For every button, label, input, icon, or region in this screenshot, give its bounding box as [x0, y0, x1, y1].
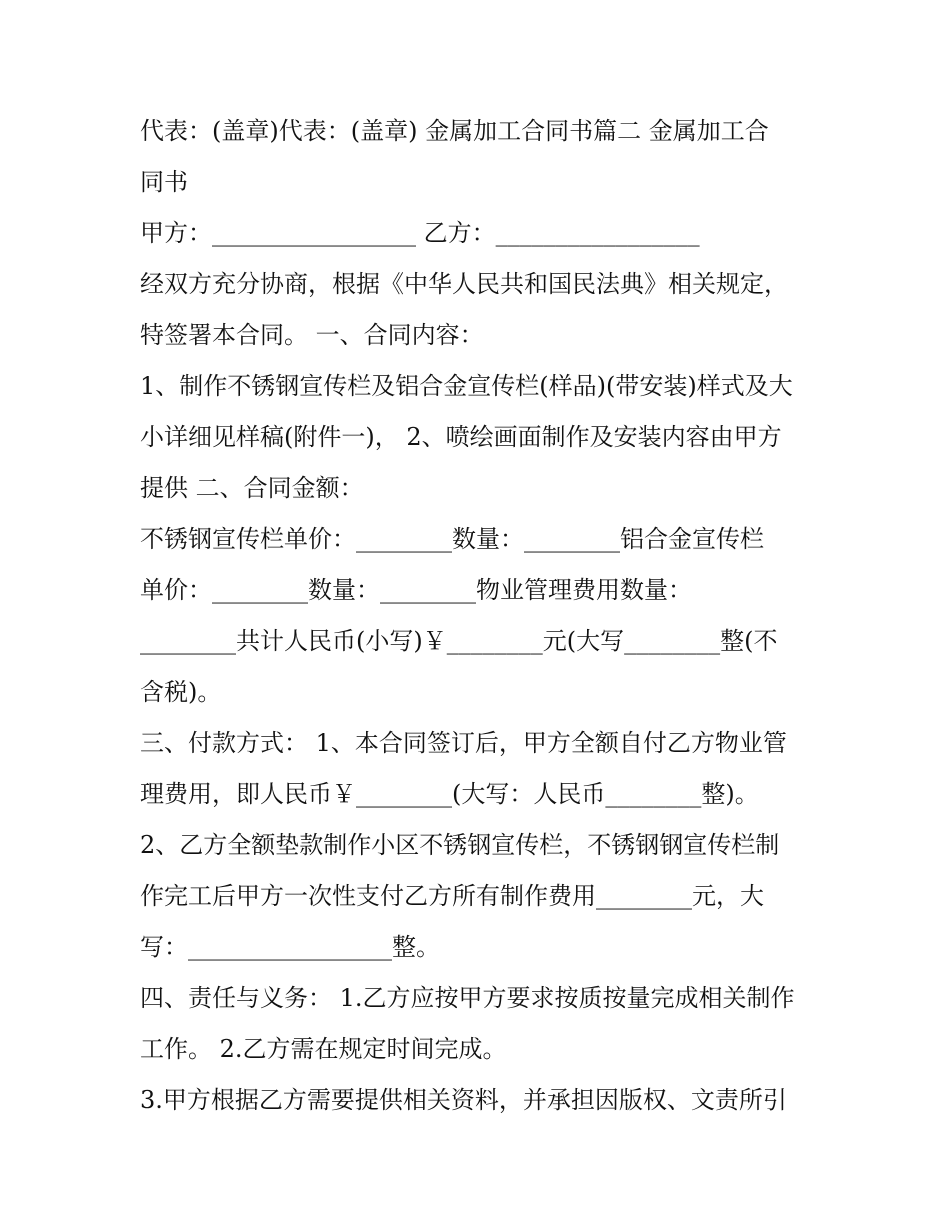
text-line: 写：_________________整。 [140, 933, 440, 961]
text-line: 三、付款方式： 1、本合同签订后，甲方全额自付乙方物业管 [140, 729, 787, 757]
text-line: ________共计人民币(小写)￥________元(大写________整(不 [140, 627, 778, 655]
text-line: 理费用，即人民币￥________(大写：人民币________整)。 [140, 780, 759, 808]
text-line: 不锈钢宣传栏单价：________数量：________铝合金宣传栏 [140, 525, 764, 553]
text-line: 甲方：_________________ 乙方：_________________ [140, 219, 700, 247]
text-line: 经双方充分协商，根据《中华人民共和国民法典》相关规定， [140, 270, 788, 298]
text-line: 1、制作不锈钢宣传栏及铝合金宣传栏(样品)(带安装)样式及大 [140, 372, 793, 400]
text-line: 四、责任与义务： 1.乙方应按甲方要求按质按量完成相关制作 [140, 984, 795, 1012]
text-line: 工作。 2.乙方需在规定时间完成。 [140, 1035, 507, 1063]
text-line: 单价：________数量：________物业管理费用数量： [140, 576, 692, 604]
contract-body [140, 106, 830, 1126]
text-line: 3.甲方根据乙方需要提供相关资料，并承担因版权、文责所引 [140, 1086, 787, 1114]
text-line: 作完工后甲方一次性支付乙方所有制作费用________元，大 [140, 882, 764, 910]
text-line: 代表：(盖章)代表：(盖章) 金属加工合同书篇二 金属加工合 [140, 117, 769, 145]
text-line: 特签署本合同。 一、合同内容： [140, 321, 484, 349]
text-line: 含税)。 [140, 678, 222, 706]
text-line: 同书 [140, 168, 188, 196]
text-line: 提供 二、合同金额： [140, 474, 364, 502]
text-line: 2、乙方全额垫款制作小区不锈钢宣传栏，不锈钢钢宣传栏制 [140, 831, 780, 859]
text-line: 小详细见样稿(附件一)， 2、喷绘画面制作及安装内容由甲方 [140, 423, 782, 451]
